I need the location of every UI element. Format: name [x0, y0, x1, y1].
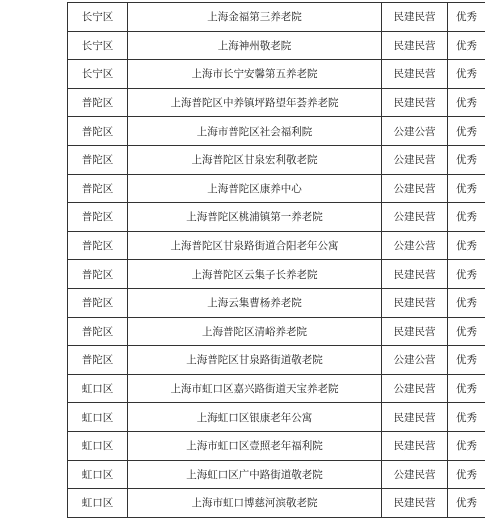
- district-cell: 虹口区: [68, 489, 128, 518]
- institution-name-cell: 上海市虹口博慈河滨敬老院: [128, 489, 382, 518]
- district-cell: 普陀区: [68, 145, 128, 174]
- institution-name-cell: 上海虹口区银康老年公寓: [128, 403, 382, 432]
- operation-type-cell: 民建民营: [382, 260, 448, 289]
- rating-cell: 优秀: [448, 145, 485, 174]
- rating-cell: 优秀: [448, 288, 485, 317]
- district-cell: 长宁区: [68, 60, 128, 89]
- rating-cell: 优秀: [448, 317, 485, 346]
- rating-cell: 优秀: [448, 174, 485, 203]
- table-row: [68, 403, 485, 432]
- operation-type-cell: 民建民营: [382, 88, 448, 117]
- operation-type-cell: 民建民营: [382, 3, 448, 32]
- operation-type-cell: 民建民营: [382, 431, 448, 460]
- operation-type-cell: 民建民营: [382, 60, 448, 89]
- operation-type-cell: 民建民营: [382, 288, 448, 317]
- institution-name-cell: 上海云集曹杨养老院: [128, 288, 382, 317]
- rating-cell: 优秀: [448, 403, 485, 432]
- rating-cell: 优秀: [448, 3, 485, 32]
- operation-type-cell: 公建民营: [382, 374, 448, 403]
- rating-cell: 优秀: [448, 374, 485, 403]
- district-cell: 普陀区: [68, 260, 128, 289]
- institution-name-cell: 上海市长宁安馨第五养老院: [128, 60, 382, 89]
- table-row: [68, 317, 485, 346]
- rating-cell: 优秀: [448, 346, 485, 375]
- operation-type-cell: 公建民营: [382, 174, 448, 203]
- district-cell: 普陀区: [68, 346, 128, 375]
- institution-name-cell: 上海普陀区康养中心: [128, 174, 382, 203]
- district-cell: 普陀区: [68, 117, 128, 146]
- operation-type-cell: 民建民营: [382, 403, 448, 432]
- institution-name-cell: 上海普陀区清峪养老院: [128, 317, 382, 346]
- rating-cell: 优秀: [448, 489, 485, 518]
- operation-type-cell: 公建公营: [382, 346, 448, 375]
- operation-type-cell: 公建民营: [382, 203, 448, 232]
- table-body: [68, 3, 485, 518]
- rating-cell: 优秀: [448, 231, 485, 260]
- institution-name-cell: 上海普陀区中养镇坪路望年荟养老院: [128, 88, 382, 117]
- table-row: [68, 460, 485, 489]
- nursing-home-table: [67, 2, 485, 518]
- institution-name-cell: 上海金福第三养老院: [128, 3, 382, 32]
- district-cell: 普陀区: [68, 231, 128, 260]
- institution-name-cell: 上海普陀区桃浦镇第一养老院: [128, 203, 382, 232]
- operation-type-cell: 民建民营: [382, 31, 448, 60]
- district-cell: 虹口区: [68, 431, 128, 460]
- table-row: [68, 231, 485, 260]
- district-cell: 普陀区: [68, 203, 128, 232]
- institution-name-cell: 上海普陀区云集子长养老院: [128, 260, 382, 289]
- rating-cell: 优秀: [448, 88, 485, 117]
- institution-name-cell: 上海普陀区甘泉路街道合阳老年公寓: [128, 231, 382, 260]
- rating-cell: 优秀: [448, 203, 485, 232]
- table-row: [68, 346, 485, 375]
- institution-name-cell: 上海神州敬老院: [128, 31, 382, 60]
- rating-cell: 优秀: [448, 117, 485, 146]
- rating-cell: 优秀: [448, 31, 485, 60]
- institution-name-cell: 上海普陀区甘泉宏利敬老院: [128, 145, 382, 174]
- institution-name-cell: 上海虹口区广中路街道敬老院: [128, 460, 382, 489]
- table-row: [68, 203, 485, 232]
- table-row: [68, 431, 485, 460]
- operation-type-cell: 公建民营: [382, 145, 448, 174]
- district-cell: 长宁区: [68, 31, 128, 60]
- institution-name-cell: 上海市虹口区嘉兴路街道天宝养老院: [128, 374, 382, 403]
- district-cell: 普陀区: [68, 317, 128, 346]
- nursing-home-table-container: [67, 2, 477, 518]
- institution-name-cell: 上海普陀区甘泉路街道敬老院: [128, 346, 382, 375]
- table-row: [68, 174, 485, 203]
- district-cell: 普陀区: [68, 288, 128, 317]
- operation-type-cell: 民建民营: [382, 317, 448, 346]
- table-row: [68, 60, 485, 89]
- table-row: [68, 117, 485, 146]
- district-cell: 普陀区: [68, 174, 128, 203]
- table-row: [68, 3, 485, 32]
- institution-name-cell: 上海市普陀区社会福利院: [128, 117, 382, 146]
- table-row: [68, 489, 485, 518]
- rating-cell: 优秀: [448, 60, 485, 89]
- table-row: [68, 288, 485, 317]
- district-cell: 长宁区: [68, 3, 128, 32]
- district-cell: 虹口区: [68, 403, 128, 432]
- institution-name-cell: 上海市虹口区壹照老年福利院: [128, 431, 382, 460]
- district-cell: 虹口区: [68, 374, 128, 403]
- rating-cell: 优秀: [448, 460, 485, 489]
- table-row: [68, 145, 485, 174]
- rating-cell: 优秀: [448, 431, 485, 460]
- table-row: [68, 88, 485, 117]
- operation-type-cell: 公建民营: [382, 460, 448, 489]
- operation-type-cell: 公建公营: [382, 117, 448, 146]
- operation-type-cell: 民建民营: [382, 489, 448, 518]
- district-cell: 虹口区: [68, 460, 128, 489]
- table-row: [68, 260, 485, 289]
- rating-cell: 优秀: [448, 260, 485, 289]
- table-row: [68, 374, 485, 403]
- district-cell: 普陀区: [68, 88, 128, 117]
- table-row: [68, 31, 485, 60]
- operation-type-cell: 公建公营: [382, 231, 448, 260]
